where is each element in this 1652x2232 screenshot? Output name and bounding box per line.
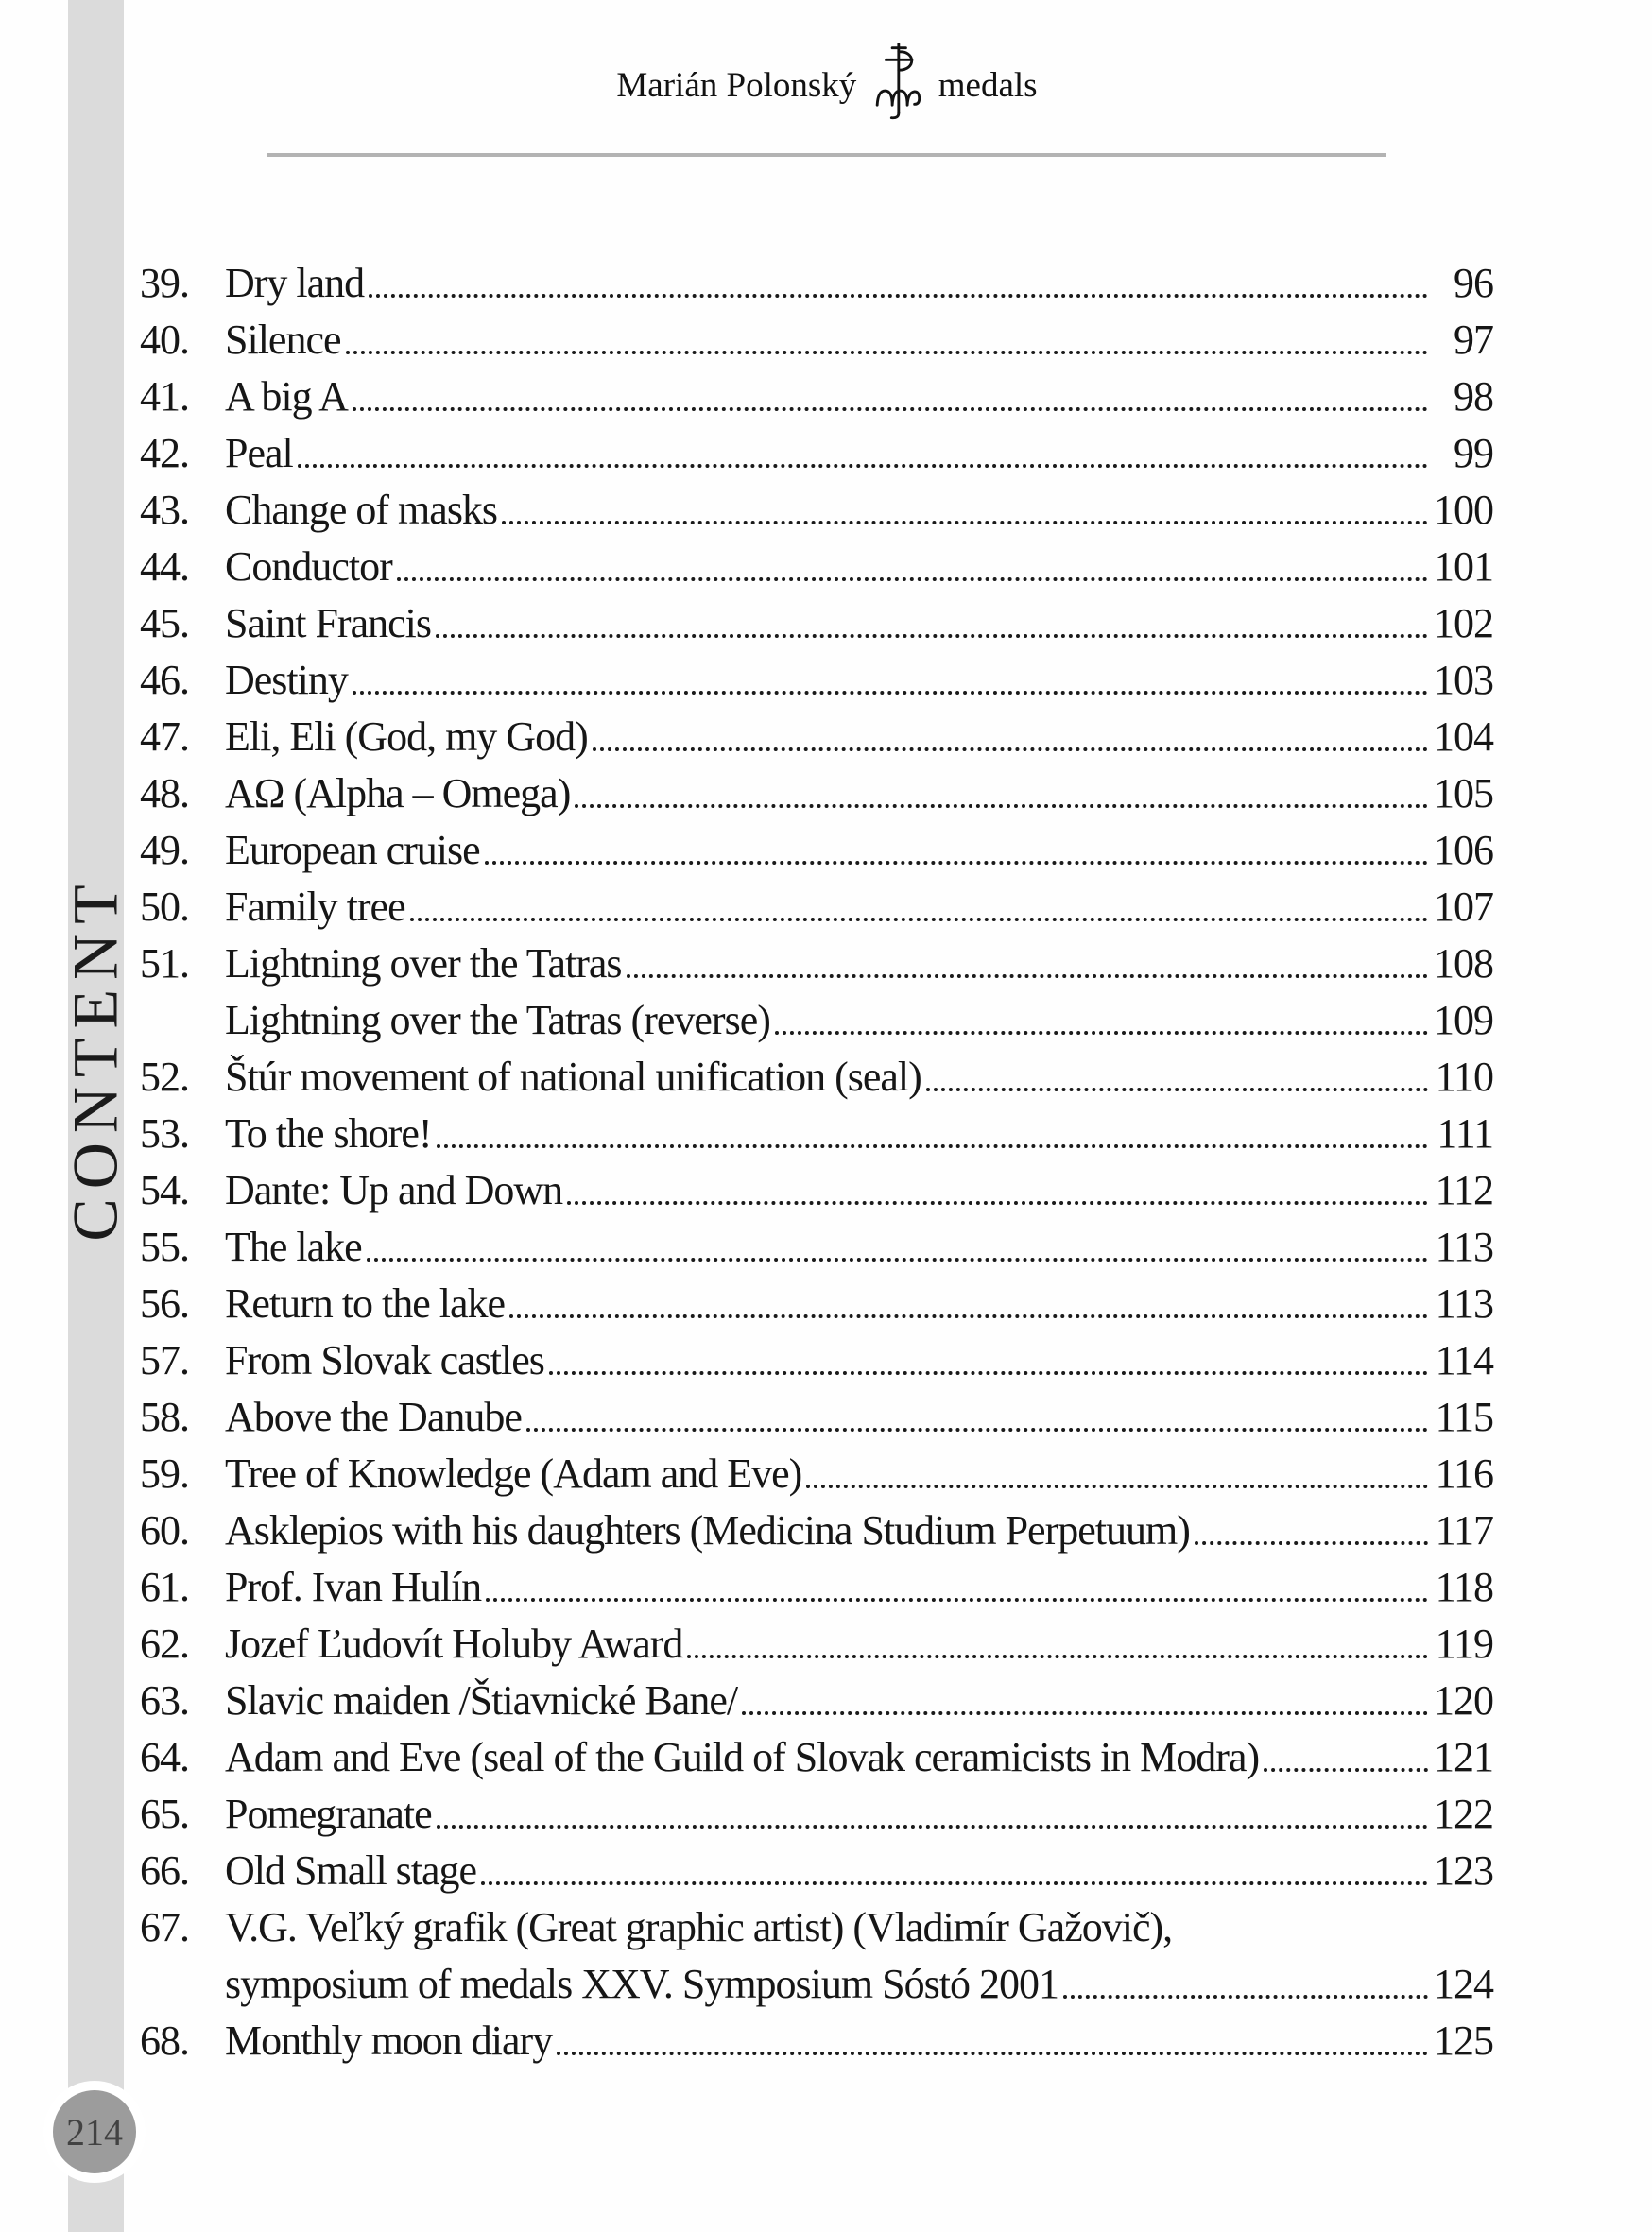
toc-dot-leader: [742, 1711, 1428, 1715]
polonsky-monogram-icon: [871, 42, 924, 121]
toc-entry-number: 46.: [140, 657, 189, 703]
toc-entry: [140, 1049, 1493, 1106]
toc-entry-number: 39.: [140, 260, 189, 306]
toc-entry-number: 51.: [140, 940, 189, 987]
toc-entry: [140, 595, 1493, 652]
toc-entry-title: AΩ (Alpha – Omega): [225, 770, 571, 816]
toc-entry-page: 111: [1437, 1110, 1493, 1157]
toc-entry: [140, 1673, 1493, 1729]
toc-entry: [140, 2013, 1493, 2069]
toc-entry-number: 43.: [140, 487, 189, 533]
toc-dot-leader: [557, 2052, 1428, 2055]
page-number-badge: [53, 2090, 136, 2173]
toc-entry-number: 52.: [140, 1054, 189, 1100]
toc-dot-leader: [397, 577, 1428, 581]
toc-entry-number: 58.: [140, 1394, 189, 1440]
toc-entry-page: 123: [1434, 1847, 1493, 1894]
toc-entry-page: 102: [1434, 600, 1493, 646]
toc-dot-leader: [567, 1201, 1428, 1205]
toc-dot-leader: [1063, 1995, 1428, 1999]
toc-entry-title: V.G. Veľký grafik (Great graphic artist) (Vladimír Gažovič),: [225, 1904, 1173, 1950]
toc-entry-page: 96: [1454, 260, 1493, 306]
toc-entry-page: 100: [1434, 487, 1493, 533]
toc-entry-number: 62.: [140, 1621, 189, 1667]
toc-entry: [140, 482, 1493, 539]
toc-entry: [140, 425, 1493, 482]
toc-entry-title: Slavic maiden /Štiavnické Bane/: [225, 1677, 738, 1724]
toc-dot-leader: [775, 1031, 1428, 1035]
toc-entry-title: A big A: [225, 373, 348, 420]
toc-entry-title: Dry land: [225, 260, 365, 306]
toc-entry-page: 110: [1435, 1054, 1493, 1100]
toc-entry-page: 125: [1434, 2017, 1493, 2064]
toc-entry-number: 50.: [140, 884, 189, 930]
toc-entry-title: Monthly moon diary: [225, 2017, 553, 2064]
toc-entry-number: 61.: [140, 1564, 189, 1610]
toc-entry-title: Dante: Up and Down: [225, 1167, 563, 1213]
toc-entry-page: 99: [1454, 430, 1493, 476]
toc-entry-number: 64.: [140, 1734, 189, 1780]
toc-entry-page: 122: [1434, 1791, 1493, 1837]
toc-entry-title: Old Small stage: [225, 1847, 477, 1894]
toc-entry: [140, 312, 1493, 369]
toc-entry-title: Pomegranate: [225, 1791, 432, 1837]
toc-entry: [140, 369, 1493, 425]
toc-entry-page: 109: [1434, 997, 1493, 1043]
toc-entry-title: Family tree: [225, 884, 405, 930]
toc-entry-page: 98: [1454, 373, 1493, 420]
toc-entry-page: 117: [1435, 1507, 1493, 1554]
header-suffix: medals: [938, 66, 1038, 105]
toc-entry-title: Adam and Eve (seal of the Guild of Slovak ceramicists in Modra): [225, 1734, 1260, 1780]
toc-dot-leader: [437, 1144, 1428, 1148]
toc-entry-page: 115: [1435, 1394, 1493, 1440]
toc-entry-title: Above the Danube: [225, 1394, 522, 1440]
toc-entry-page: 103: [1434, 657, 1493, 703]
toc-entry-page: 124: [1434, 1961, 1493, 2007]
toc-dot-leader: [502, 521, 1428, 524]
toc-entry-title: Asklepios with his daughters (Medicina Studium Perpetuum): [225, 1507, 1190, 1554]
toc-dot-leader: [369, 294, 1428, 298]
toc-entry-title: Change of masks: [225, 487, 498, 533]
toc-entry-title: Saint Francis: [225, 600, 431, 646]
toc-entry-page: 106: [1434, 827, 1493, 873]
toc-entry-number: 41.: [140, 373, 189, 420]
toc-dot-leader: [410, 918, 1428, 921]
toc-entry-page: 114: [1435, 1337, 1493, 1383]
toc-dot-leader: [526, 1428, 1428, 1432]
toc-entry-title: Conductor: [225, 543, 392, 590]
toc-entry-page: 112: [1435, 1167, 1493, 1213]
toc-entry-number: 53.: [140, 1110, 189, 1157]
toc-entry-number: 54.: [140, 1167, 189, 1213]
toc-entry-page: 97: [1454, 317, 1493, 363]
toc-entry-title: Lightning over the Tatras (reverse): [225, 997, 770, 1043]
toc-entry-number: 47.: [140, 713, 189, 760]
toc-entry: [140, 709, 1493, 765]
toc-entry-number: 68.: [140, 2017, 189, 2064]
toc-entry: [140, 1502, 1493, 1559]
toc-entry: [140, 992, 1493, 1049]
toc-entry-title: Peal: [225, 430, 293, 476]
toc-entry-page: 118: [1435, 1564, 1493, 1610]
toc-entry-number: 63.: [140, 1677, 189, 1724]
toc-dot-leader: [806, 1485, 1428, 1488]
toc-entry-title: To the shore!: [225, 1110, 432, 1157]
toc-dot-leader: [298, 464, 1428, 468]
toc-entry-page: 116: [1435, 1451, 1493, 1497]
toc-entry-page: 119: [1435, 1621, 1493, 1667]
toc-dot-leader: [1195, 1541, 1428, 1545]
toc-entry-title: The lake: [225, 1224, 362, 1270]
toc-entry-number: 56.: [140, 1280, 189, 1327]
toc-dot-leader: [367, 1258, 1428, 1262]
toc-entry-number: 60.: [140, 1507, 189, 1554]
toc-entry: [140, 765, 1493, 822]
toc-entry-title: Prof. Ivan Hulín: [225, 1564, 482, 1610]
toc-dot-leader: [627, 974, 1428, 978]
toc-entry: [140, 822, 1493, 879]
toc-entry: [140, 1899, 1493, 1956]
page-number: 214: [66, 2110, 123, 2154]
toc-entry-title: European cruise: [225, 827, 480, 873]
toc-entry: [140, 1786, 1493, 1843]
toc-entry-title: Return to the lake: [225, 1280, 506, 1327]
toc-dot-leader: [509, 1314, 1428, 1318]
toc-entry-page: 107: [1434, 884, 1493, 930]
toc-entry-page: 113: [1435, 1224, 1493, 1270]
toc-entry: [140, 1219, 1493, 1276]
toc-entry: [140, 936, 1493, 992]
toc-entry-number: 57.: [140, 1337, 189, 1383]
toc-entry-number: 55.: [140, 1224, 189, 1270]
toc-entry-number: 48.: [140, 770, 189, 816]
toc-entry: [140, 1389, 1493, 1446]
toc-entry-number: 66.: [140, 1847, 189, 1894]
toc-dot-leader: [575, 804, 1428, 808]
toc-entry-title: Silence: [225, 317, 341, 363]
toc-entry-title: Štúr movement of national unification (seal): [225, 1054, 921, 1100]
toc-entry-title: Destiny: [225, 657, 348, 703]
toc-dot-leader: [687, 1655, 1428, 1658]
toc-dot-leader: [1264, 1768, 1428, 1772]
toc-entry-title: Lightning over the Tatras: [225, 940, 622, 987]
toc-entry-title: Eli, Eli (God, my God): [225, 713, 588, 760]
toc-entry: [140, 1162, 1493, 1219]
toc-entry-page: 105: [1434, 770, 1493, 816]
header-divider: [267, 153, 1386, 157]
toc-dot-leader: [346, 351, 1428, 354]
toc-entry: [140, 1276, 1493, 1332]
toc-entry-page: 104: [1434, 713, 1493, 760]
toc-entry: [140, 1446, 1493, 1502]
toc-entry: [140, 255, 1493, 312]
toc-entry-title: Jozef Ľudovít Holuby Award: [225, 1621, 683, 1667]
page-header: [267, 42, 1386, 121]
toc-entry-page: 121: [1434, 1734, 1493, 1780]
toc-entry-title: symposium of medals XXV. Symposium Sóstó 2001: [225, 1961, 1058, 2007]
toc-entry-number: 45.: [140, 600, 189, 646]
header-author: Marián Polonský: [616, 66, 857, 105]
toc-entry-number: 44.: [140, 543, 189, 590]
toc-entry: [140, 1843, 1493, 1899]
toc-entry: [140, 1956, 1493, 2013]
toc-entry: [140, 1616, 1493, 1673]
toc-entry-number: 67.: [140, 1904, 189, 1950]
toc-entry-page: 101: [1434, 543, 1493, 590]
toc-entry-number: 49.: [140, 827, 189, 873]
toc-dot-leader: [481, 1881, 1428, 1885]
toc-entry-page: 120: [1434, 1677, 1493, 1724]
toc-entry: [140, 652, 1493, 709]
toc-entry-title: Tree of Knowledge (Adam and Eve): [225, 1451, 802, 1497]
toc-entry-page: 113: [1435, 1280, 1493, 1327]
toc-entry-number: 65.: [140, 1791, 189, 1837]
toc-list: [140, 255, 1493, 2069]
toc-dot-leader: [593, 747, 1428, 751]
toc-dot-leader: [486, 1598, 1428, 1602]
toc-entry-number: 42.: [140, 430, 189, 476]
toc-entry: [140, 1729, 1493, 1786]
toc-dot-leader: [549, 1371, 1428, 1375]
toc-entry-title: From Slovak castles: [225, 1337, 544, 1383]
toc-entry: [140, 1106, 1493, 1162]
toc-dot-leader: [437, 1825, 1428, 1829]
toc-entry: [140, 1332, 1493, 1389]
toc-dot-leader: [353, 691, 1428, 695]
toc-dot-leader: [436, 634, 1428, 638]
toc-entry-number: 59.: [140, 1451, 189, 1497]
toc-dot-leader: [926, 1088, 1428, 1091]
toc-dot-leader: [485, 861, 1428, 865]
content-vertical-label: CONTENT: [59, 875, 131, 1242]
toc-entry-page: 108: [1434, 940, 1493, 987]
toc-dot-leader: [353, 407, 1428, 411]
toc-entry: [140, 879, 1493, 936]
toc-entry: [140, 1559, 1493, 1616]
toc-entry: [140, 539, 1493, 595]
toc-entry-number: 40.: [140, 317, 189, 363]
